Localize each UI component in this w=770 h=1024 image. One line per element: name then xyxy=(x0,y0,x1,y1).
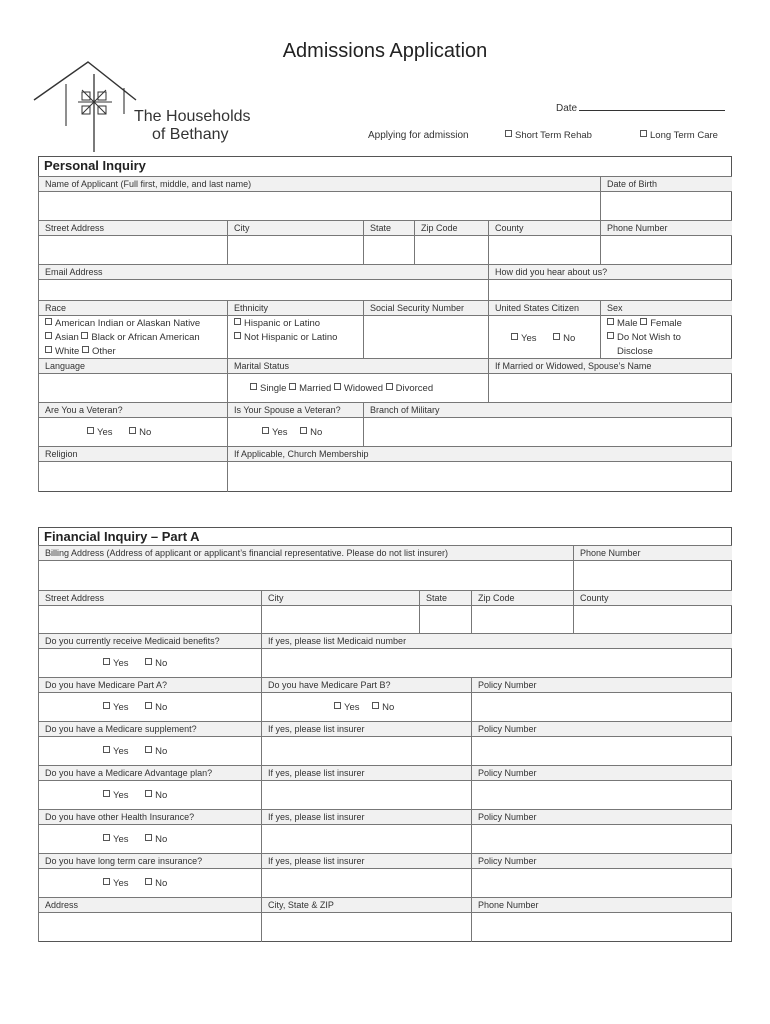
advantage-insurer-label: If yes, please list insurer xyxy=(261,765,471,780)
city-state-zip-field[interactable] xyxy=(261,912,471,942)
phone-label: Phone Number xyxy=(600,220,732,235)
no-label: No xyxy=(310,427,323,438)
email-field[interactable] xyxy=(38,279,488,300)
fin-state-field[interactable] xyxy=(419,605,471,633)
insurer-phone-field[interactable] xyxy=(471,912,732,942)
checkbox-icon[interactable] xyxy=(145,790,152,797)
org-line-2: of Bethany xyxy=(152,126,229,143)
no-label: No xyxy=(155,746,168,757)
policy-number-field[interactable] xyxy=(471,692,732,721)
checkbox-icon[interactable] xyxy=(103,834,110,841)
checkbox-icon[interactable] xyxy=(372,702,379,709)
email-label: Email Address xyxy=(38,264,488,279)
advantage-policy-label: Policy Number xyxy=(471,765,732,780)
billing-label: Billing Address (Address of applicant or applicant’s financial representative. Please do not list insurer) xyxy=(38,545,573,560)
date-field[interactable] xyxy=(556,101,725,114)
city-label: City xyxy=(227,220,363,235)
ltc-policy-label: Policy Number xyxy=(471,853,732,868)
financial-section-title: Financial Inquiry – Part A xyxy=(44,529,200,544)
medicaid-number-label: If yes, please list Medicaid number xyxy=(261,633,732,648)
supplement-insurer-field[interactable] xyxy=(261,736,471,765)
yes-label: Yes xyxy=(272,427,288,438)
checkbox-icon[interactable] xyxy=(607,318,614,325)
marital-option-label: Married xyxy=(299,383,332,394)
other-insurer-label: If yes, please list insurer xyxy=(261,809,471,824)
insurer-phone-label: Phone Number xyxy=(471,897,732,912)
hear-about-label: How did you hear about us? xyxy=(488,264,732,279)
medicaid-options xyxy=(38,648,261,677)
fin-county-field[interactable] xyxy=(573,605,732,633)
fin-zip-label: Zip Code xyxy=(471,590,573,605)
ethnicity-option-label: Hispanic or Latino xyxy=(244,318,321,329)
veteran-label: Are You a Veteran? xyxy=(38,402,227,417)
marital-option-label: Divorced xyxy=(395,383,434,394)
church-label: If Applicable, Church Membership xyxy=(227,446,732,461)
yes-label: Yes xyxy=(521,333,537,344)
medicare-b-question: Do you have Medicare Part B? xyxy=(261,677,471,692)
checkbox-icon[interactable] xyxy=(129,427,136,434)
race-option-label: Other xyxy=(91,346,116,357)
checkbox-icon[interactable] xyxy=(103,702,110,709)
supplement-options xyxy=(38,736,261,765)
ltc-insurer-label: If yes, please list insurer xyxy=(261,853,471,868)
applicant-name-label: Name of Applicant (Full first, middle, and last name) xyxy=(38,176,600,191)
checkbox-icon[interactable] xyxy=(289,383,296,390)
race-option-label: White xyxy=(55,346,80,357)
zip-label: Zip Code xyxy=(414,220,488,235)
medicare-a-options xyxy=(38,692,261,721)
marital-label: Marital Status xyxy=(227,358,488,373)
billing-phone-field[interactable] xyxy=(573,560,732,590)
supplement-policy-field[interactable] xyxy=(471,736,732,765)
language-field[interactable] xyxy=(38,373,227,402)
checkbox-icon[interactable] xyxy=(505,130,512,137)
veteran-options xyxy=(38,417,227,446)
spouse-name-label: If Married or Widowed, Spouse’s Name xyxy=(488,358,732,373)
fin-county-label: County xyxy=(573,590,732,605)
billing-phone-label: Phone Number xyxy=(573,545,732,560)
checkbox-icon[interactable] xyxy=(511,333,518,340)
zip-field[interactable] xyxy=(414,235,488,264)
checkbox-icon[interactable] xyxy=(145,834,152,841)
checkbox-icon[interactable] xyxy=(234,318,241,325)
ltc-policy-field[interactable] xyxy=(471,868,732,897)
marital-options xyxy=(227,373,488,402)
race-option-label: Black or African American xyxy=(91,332,200,343)
dob-label: Date of Birth xyxy=(600,176,732,191)
checkbox-icon[interactable] xyxy=(145,746,152,753)
fin-zip-field[interactable] xyxy=(471,605,573,633)
applicant-name-field[interactable] xyxy=(38,191,600,220)
organization-name xyxy=(134,108,251,144)
checkbox-icon[interactable] xyxy=(145,658,152,665)
fin-street-label: Street Address xyxy=(38,590,261,605)
checkbox-icon[interactable] xyxy=(82,346,89,353)
checkbox-icon[interactable] xyxy=(103,658,110,665)
branch-label: Branch of Military xyxy=(363,402,732,417)
org-line-1: The Households xyxy=(134,108,251,125)
hear-about-field[interactable] xyxy=(488,279,732,300)
page-title: Admissions Application xyxy=(282,40,488,62)
street-label: Street Address xyxy=(38,220,227,235)
race-label: Race xyxy=(38,300,227,315)
policy-number-label: Policy Number xyxy=(471,677,732,692)
sex-option-label: Male xyxy=(617,318,638,329)
checkbox-icon[interactable] xyxy=(103,746,110,753)
supplement-insurer-label: If yes, please list insurer xyxy=(261,721,471,736)
checkbox-icon[interactable] xyxy=(81,332,88,339)
insurer-address-field[interactable] xyxy=(38,912,261,942)
billing-field[interactable] xyxy=(38,560,573,590)
yes-label: Yes xyxy=(344,702,360,713)
yes-label: Yes xyxy=(113,790,129,801)
checkbox-icon[interactable] xyxy=(45,346,52,353)
dob-field[interactable] xyxy=(600,191,732,220)
long-term-option[interactable] xyxy=(640,130,718,141)
checkbox-icon[interactable] xyxy=(87,427,94,434)
race-options xyxy=(38,315,227,358)
supplement-question: Do you have a Medicare supplement? xyxy=(38,721,261,736)
checkbox-icon[interactable] xyxy=(300,427,307,434)
phone-field[interactable] xyxy=(600,235,732,264)
medicare-b-options xyxy=(261,692,471,721)
short-term-label: Short Term Rehab xyxy=(515,130,592,141)
race-option-label: Asian xyxy=(55,332,79,343)
checkbox-icon[interactable] xyxy=(145,878,152,885)
other-policy-label: Policy Number xyxy=(471,809,732,824)
race-option-label: American Indian or Alaskan Native xyxy=(55,318,201,329)
checkbox-icon[interactable] xyxy=(45,332,52,339)
yes-label: Yes xyxy=(113,746,129,757)
checkbox-icon[interactable] xyxy=(103,790,110,797)
long-term-label: Long Term Care xyxy=(650,130,718,141)
checkbox-icon[interactable] xyxy=(262,427,269,434)
sex-option-label: Do Not Wish to xyxy=(617,332,681,343)
no-label: No xyxy=(155,790,168,801)
other-insurance-options xyxy=(38,824,261,853)
ssn-label: Social Security Number xyxy=(363,300,488,315)
checkbox-icon[interactable] xyxy=(386,383,393,390)
sex-option-label: Female xyxy=(650,318,682,329)
other-insurer-field[interactable] xyxy=(261,824,471,853)
ltc-question: Do you have long term care insurance? xyxy=(38,853,261,868)
church-field[interactable] xyxy=(227,461,732,492)
marital-option-label: Single xyxy=(260,383,287,394)
yes-label: Yes xyxy=(113,702,129,713)
spouse-name-field[interactable] xyxy=(488,373,732,402)
citizen-label: United States Citizen xyxy=(488,300,600,315)
checkbox-icon[interactable] xyxy=(334,702,341,709)
fin-state-label: State xyxy=(419,590,471,605)
city-state-zip-label: City, State & ZIP xyxy=(261,897,471,912)
ltc-options xyxy=(38,868,261,897)
ssn-field[interactable] xyxy=(363,315,488,358)
ethnicity-options xyxy=(227,315,363,358)
state-field[interactable] xyxy=(363,235,414,264)
short-term-option[interactable] xyxy=(505,130,592,141)
checkbox-icon[interactable] xyxy=(103,878,110,885)
checkbox-icon[interactable] xyxy=(145,702,152,709)
sex-option-label: Disclose xyxy=(617,346,653,357)
checkbox-icon[interactable] xyxy=(45,318,52,325)
checkbox-icon[interactable] xyxy=(334,383,341,390)
applying-label: Applying for admission xyxy=(368,130,469,141)
insurer-address-label: Address xyxy=(38,897,261,912)
checkbox-icon[interactable] xyxy=(234,332,241,339)
medicaid-number-field[interactable] xyxy=(261,648,732,677)
religion-label: Religion xyxy=(38,446,227,461)
state-label: State xyxy=(363,220,414,235)
no-label: No xyxy=(382,702,395,713)
supplement-policy-label: Policy Number xyxy=(471,721,732,736)
yes-label: Yes xyxy=(113,834,129,845)
ltc-insurer-field[interactable] xyxy=(261,868,471,897)
branch-field[interactable] xyxy=(363,417,732,446)
ethnicity-label: Ethnicity xyxy=(227,300,363,315)
date-line[interactable] xyxy=(579,101,725,111)
religion-field[interactable] xyxy=(38,461,227,492)
no-label: No xyxy=(155,834,168,845)
spouse-veteran-label: Is Your Spouse a Veteran? xyxy=(227,402,363,417)
checkbox-icon[interactable] xyxy=(640,318,647,325)
language-label: Language xyxy=(38,358,227,373)
medicare-a-question: Do you have Medicare Part A? xyxy=(38,677,261,692)
checkbox-icon[interactable] xyxy=(607,332,614,339)
no-label: No xyxy=(155,878,168,889)
no-label: No xyxy=(155,702,168,713)
advantage-options xyxy=(38,780,261,809)
personal-section-title: Personal Inquiry xyxy=(44,158,146,173)
advantage-insurer-field[interactable] xyxy=(261,780,471,809)
sex-options xyxy=(600,315,732,358)
spouse-veteran-options xyxy=(227,417,363,446)
no-label: No xyxy=(563,333,576,344)
checkbox-icon[interactable] xyxy=(553,333,560,340)
citizen-options xyxy=(488,315,600,358)
other-policy-field[interactable] xyxy=(471,824,732,853)
checkbox-icon[interactable] xyxy=(640,130,647,137)
yes-label: Yes xyxy=(97,427,113,438)
checkbox-icon[interactable] xyxy=(250,383,257,390)
no-label: No xyxy=(155,658,168,669)
fin-city-label: City xyxy=(261,590,419,605)
advantage-policy-field[interactable] xyxy=(471,780,732,809)
marital-option-label: Widowed xyxy=(343,383,383,394)
yes-label: Yes xyxy=(113,658,129,669)
bethany-logo-icon xyxy=(32,56,142,154)
street-field[interactable] xyxy=(38,235,227,264)
no-label: No xyxy=(139,427,152,438)
fin-city-field[interactable] xyxy=(261,605,419,633)
county-label: County xyxy=(488,220,600,235)
ethnicity-option-label: Not Hispanic or Latino xyxy=(244,332,338,343)
advantage-question: Do you have a Medicare Advantage plan? xyxy=(38,765,261,780)
date-label: Date xyxy=(556,103,578,114)
other-insurance-question: Do you have other Health Insurance? xyxy=(38,809,261,824)
yes-label: Yes xyxy=(113,878,129,889)
city-field[interactable] xyxy=(227,235,363,264)
county-field[interactable] xyxy=(488,235,600,264)
sex-label: Sex xyxy=(600,300,732,315)
medicaid-question: Do you currently receive Medicaid benefits? xyxy=(38,633,261,648)
fin-street-field[interactable] xyxy=(38,605,261,633)
